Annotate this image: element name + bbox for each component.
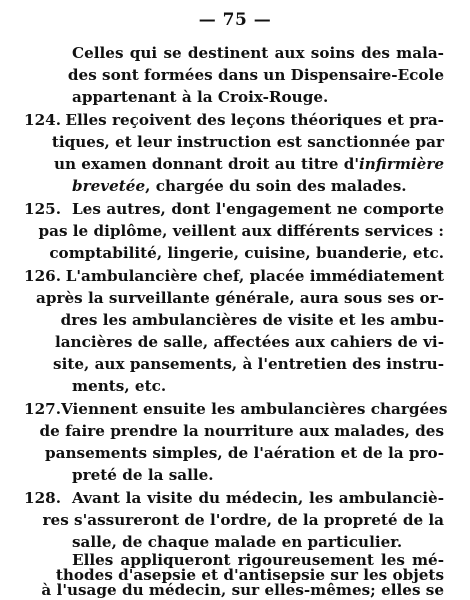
text-line [24,420,444,442]
indent-space [24,242,49,264]
line-text-plain: un examen donnant droit au titre d' [53,155,359,173]
text-line [24,153,444,175]
text-line [24,309,444,331]
line-text: tiques, et leur instruction est sanctionnée par [51,133,444,151]
text-line [24,109,444,131]
paragraph-127 [24,398,448,486]
line-text: salle, de chaque malade en particulier. [72,533,403,551]
line-text [54,153,444,175]
indent-space [24,420,40,442]
line-text: ments, etc. [72,377,167,395]
paragraph-128 [24,487,444,553]
line-text: thodes d'asepsie et d'antisepsie sur les objets [55,566,444,584]
line-text: après la surveillante générale, aura sous ses or- [36,289,444,307]
line-text: Elles reçoivent des leçons théoriques et pra- [65,111,444,129]
text-line [24,331,444,353]
paragraph-number: 125. [24,200,61,218]
line-text: à l'usage du médecin, sur elles-mêmes; elles se [41,581,444,599]
indent-space [24,531,72,553]
paragraph-124 [24,109,444,197]
line-text: dres les ambulancières de visite et les ambu- [60,311,444,329]
indent-space [24,131,52,153]
line-text: preté de la salle. [72,466,214,484]
text-line [24,509,444,531]
text-line [24,375,444,397]
line-text: de faire prendre la nourriture aux malades, des [39,422,444,440]
text-line [24,220,444,242]
text-line [24,487,444,509]
line-text: Les autres, dont l'engagement ne comporte [72,200,444,218]
text-line [24,198,444,220]
text-line [24,265,444,287]
paragraph-number: 124. [24,111,61,129]
text-line [24,42,444,64]
paragraph-125 [24,198,444,264]
paragraph-126 [24,265,444,397]
text-line [24,464,444,486]
indent-space [24,153,54,175]
line-text: Elles appliqueront rigoureusement les mé- [72,551,444,569]
text-line [24,86,444,108]
line-text-plain: , chargée du soin des malades. [145,177,407,195]
indent-space [24,353,53,375]
indent-space [24,509,43,531]
indent-space [24,464,72,486]
paragraph-number: 126. [24,267,61,285]
text-line [24,398,448,420]
text-line [24,131,444,153]
indent-space [24,309,61,331]
indent-space [24,64,68,86]
italic-term: brevetée [72,177,146,195]
indent-space [24,42,72,64]
line-text: lancières de salle, affectées aux cahiers de vi- [54,333,444,351]
text-line [24,442,444,464]
indent-space [24,287,36,309]
indent-space [24,175,72,197]
line-text: pansements simples, de l'aération et de la pro- [45,444,444,462]
italic-term: infirmière [358,155,444,173]
line-text: L'ambulancière chef, placée immédiatement [65,267,444,285]
line-text: res s'assureront de l'ordre, de la propreté de la [42,511,444,529]
line-text: Avant la visite du médecin, les ambulanciè- [72,489,444,507]
indent-space [24,583,41,598]
page-number: — 75 — [198,10,272,30]
indent-space [24,86,72,108]
indent-space [24,220,38,242]
indent-space [24,442,45,464]
line-text: comptabilité, lingerie, cuisine, buanderie, etc. [49,244,444,262]
indent-space [24,331,55,353]
text-line [24,64,444,86]
line-text: appartenant à la Croix-Rouge. [72,88,329,106]
paragraph-number: 127. [24,400,61,418]
text-line [24,583,444,598]
intro-paragraph [24,42,444,108]
outro-paragraph [24,553,444,598]
text-line [24,353,444,375]
text-line [24,242,444,264]
line-text: pas le diplôme, veillent aux différents services : [38,222,444,240]
text-line [24,531,444,553]
indent-space [24,375,72,397]
line-text: des sont formées dans un Dispensaire-Ecole [67,66,444,84]
text-line [24,287,444,309]
paragraph-number: 128. [24,489,61,507]
line-text [72,175,444,197]
line-text: site, aux pansements, à l'entretien des instru- [53,355,444,373]
line-text: Celles qui se destinent aux soins des mala- [72,44,444,62]
text-line [24,175,444,197]
line-text: Viennent ensuite les ambulancières chargées [61,400,448,418]
